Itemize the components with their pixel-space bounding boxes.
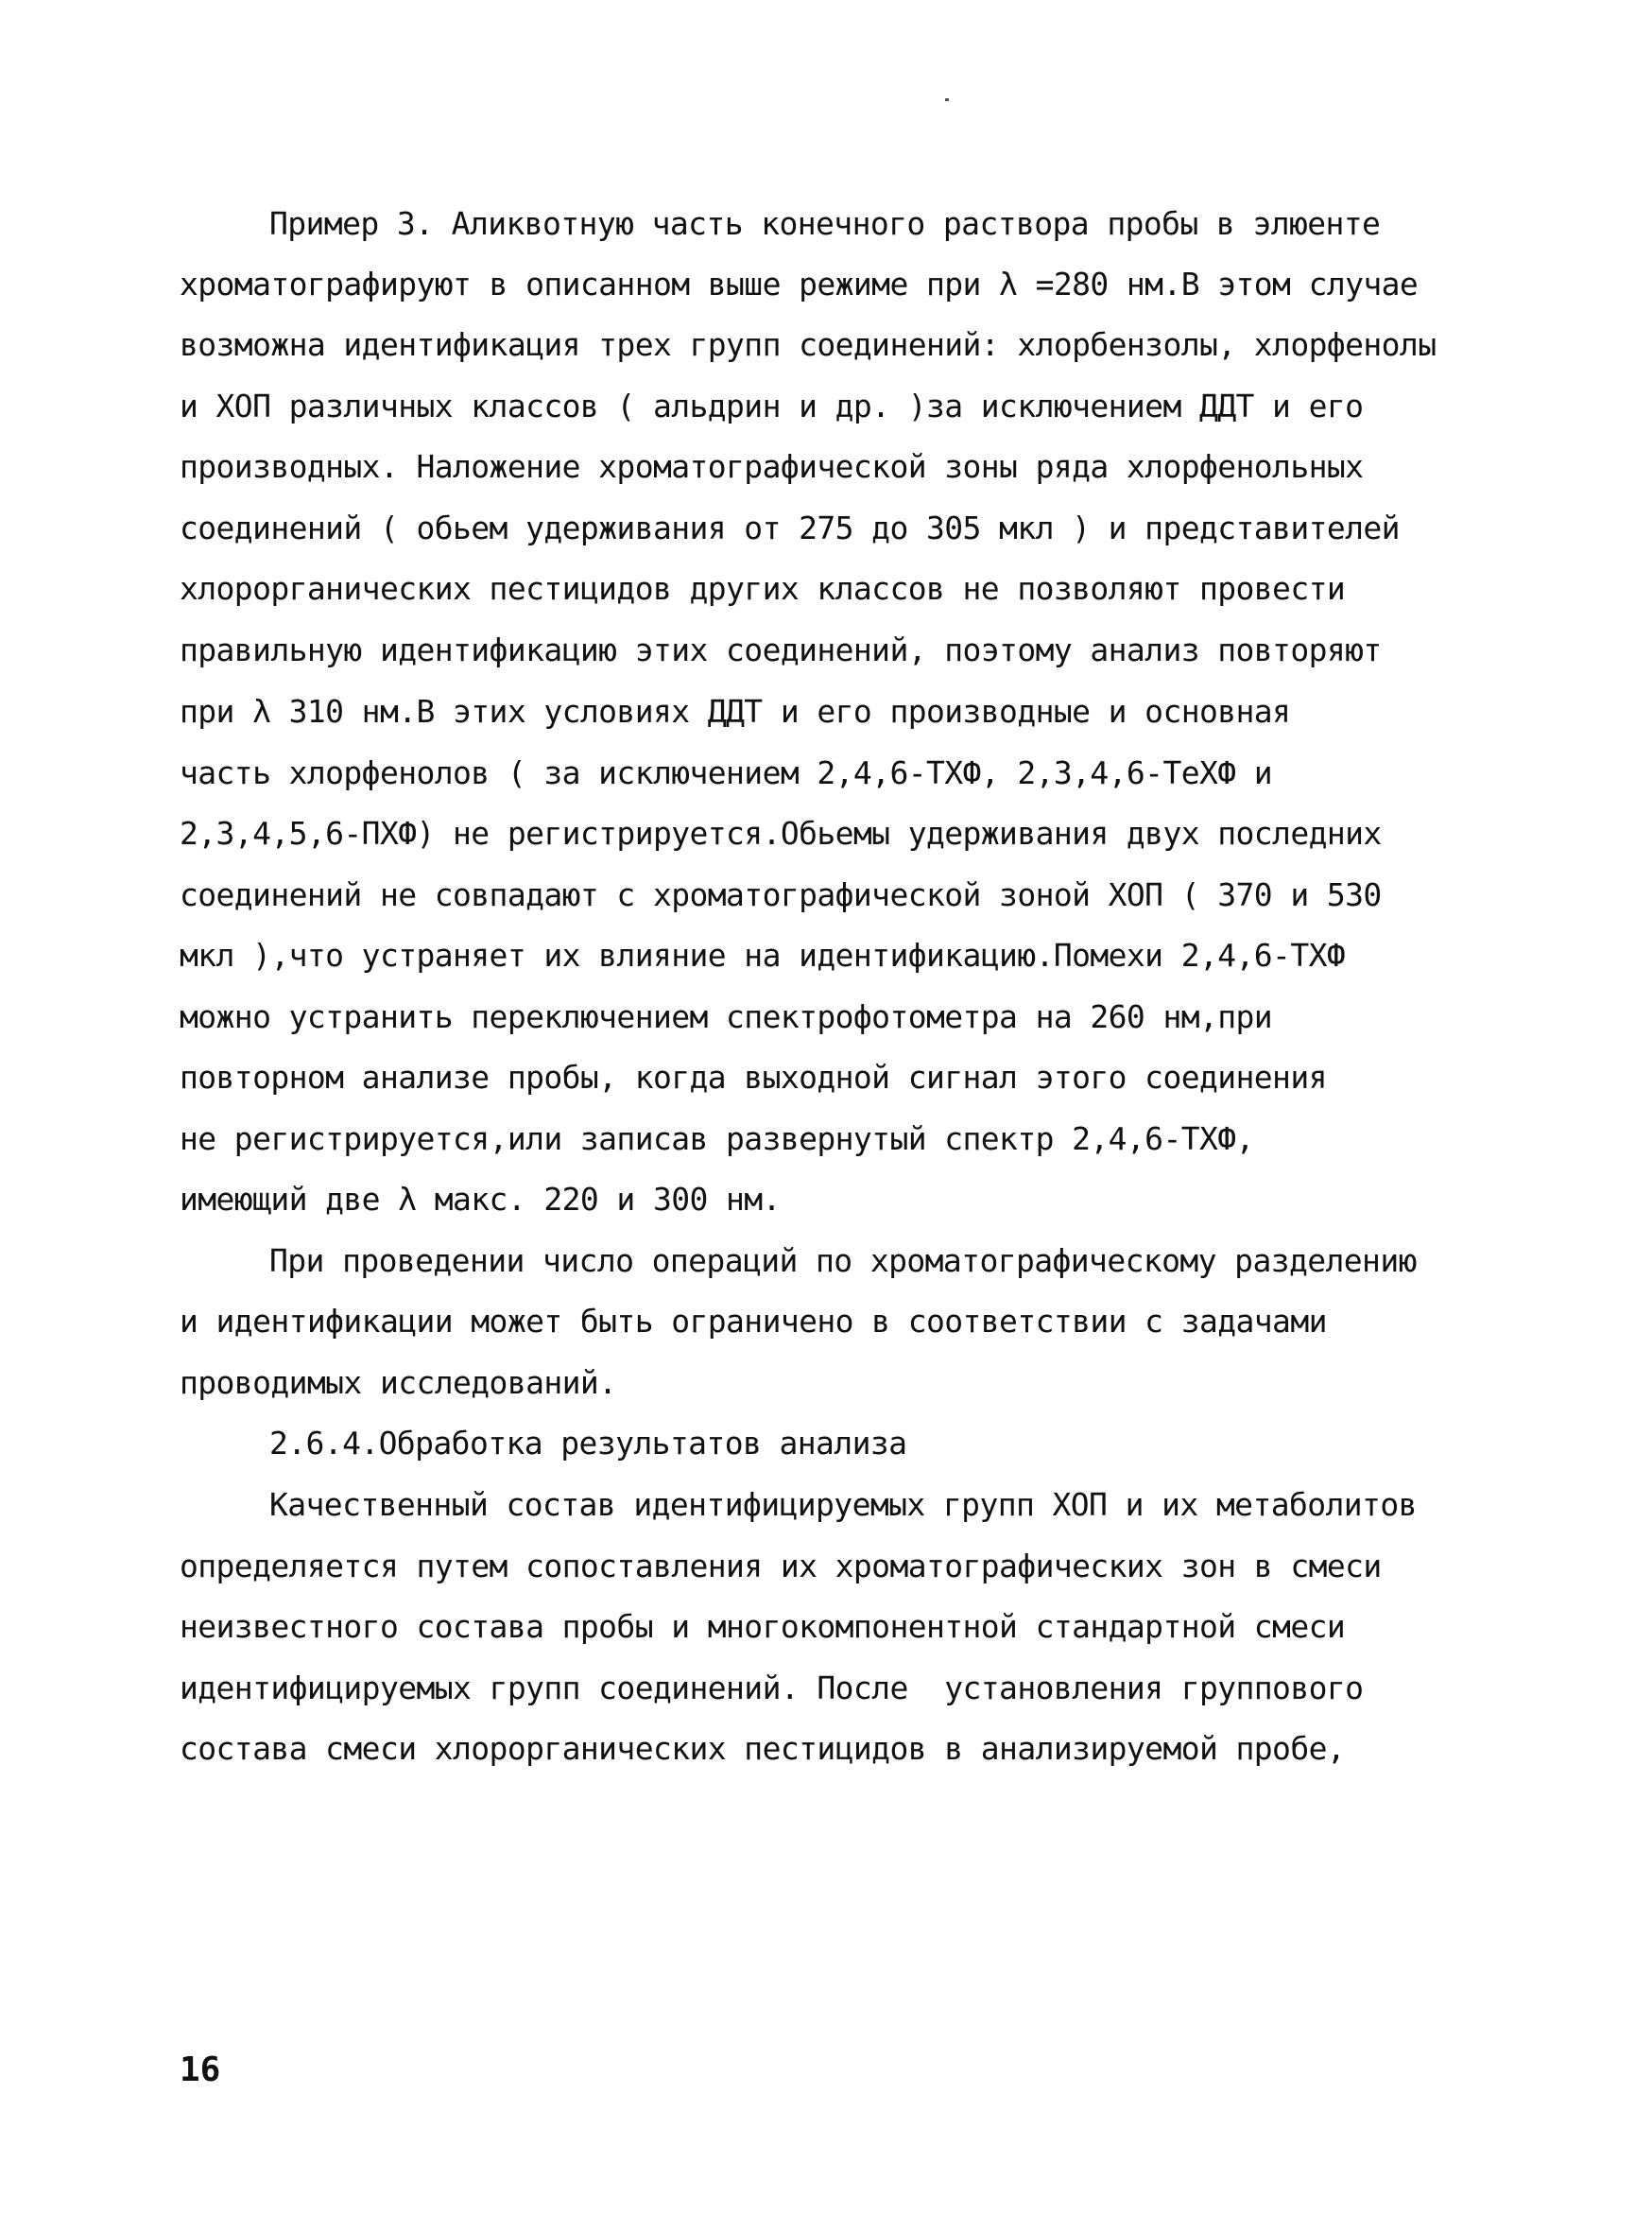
text-line: соединений ( обьем удерживания от 275 до 305 мкл ) и представителей	[180, 510, 1400, 546]
text-line: хлорорганических пестицидов других классов не позволяют провести	[180, 570, 1346, 607]
text-line: неизвестного состава пробы и многокомпонентной стандартной смеси	[180, 1608, 1346, 1645]
text-line: имеющий две λ макс. 220 и 300 нм.	[180, 1181, 781, 1218]
text-line: соединений не совпадают с хроматографической зоной ХОП ( 370 и 530	[180, 876, 1382, 913]
text-line: и идентификации может быть ограничено в соответствии с задачами	[180, 1303, 1327, 1340]
text-line: проводимых исследований.	[180, 1364, 617, 1401]
page-number: 16	[180, 2050, 221, 2089]
text-line: возможна идентификация трех групп соединений: хлорбензолы, хлорфенолы	[180, 326, 1437, 363]
text-line: 2,3,4,5,6-ПХФ) не регистрируется.Обьемы удерживания двух последних	[180, 815, 1382, 852]
scan-speck	[945, 98, 949, 101]
text-line: хроматографируют в описанном выше режиме при λ =280 нм.В этом случае	[180, 266, 1419, 303]
text-line: часть хлорфенолов ( за исключением 2,4,6-ТХФ, 2,3,4,6-ТеХФ и	[180, 754, 1273, 791]
text-line: и ХОП различных классов ( альдрин и др. )за исключением ДДТ и его	[180, 388, 1364, 424]
text-line: при λ 310 нм.В этих условиях ДДТ и его производные и основная	[180, 693, 1291, 730]
text-line: При проведении число операций по хроматографическому разделению	[269, 1242, 1417, 1279]
text-line: состава смеси хлорорганических пестицидов в анализируемой пробе,	[180, 1730, 1346, 1767]
text-line: производных. Наложение хроматографической зоны ряда хлорфенольных	[180, 448, 1364, 485]
section-heading: 2.6.4.Обработка результатов анализа	[269, 1425, 907, 1462]
text-line: Качественный состав идентифицируемых групп ХОП и их метаболитов	[269, 1486, 1417, 1523]
text-line: Пример 3. Аликвотную часть конечного раствора пробы в элюенте	[269, 205, 1381, 242]
text-line: можно устранить переключением спектрофотометра на 260 нм,при	[180, 998, 1273, 1035]
text-line: мкл ),что устраняет их влияние на идентификацию.Помехи 2,4,6-ТХФ	[180, 937, 1346, 974]
text-line: не регистрируется,или записав развернутый спектр 2,4,6-ТХФ,	[180, 1120, 1254, 1157]
text-line: повторном анализе пробы, когда выходной сигнал этого соединения	[180, 1059, 1327, 1096]
text-line: правильную идентификацию этих соединений, поэтому анализ повторяют	[180, 632, 1382, 668]
text-line: идентифицируемых групп соединений. После установления группового	[180, 1670, 1364, 1706]
text-line: определяется путем сопоставления их хроматографических зон в смеси	[180, 1548, 1382, 1584]
